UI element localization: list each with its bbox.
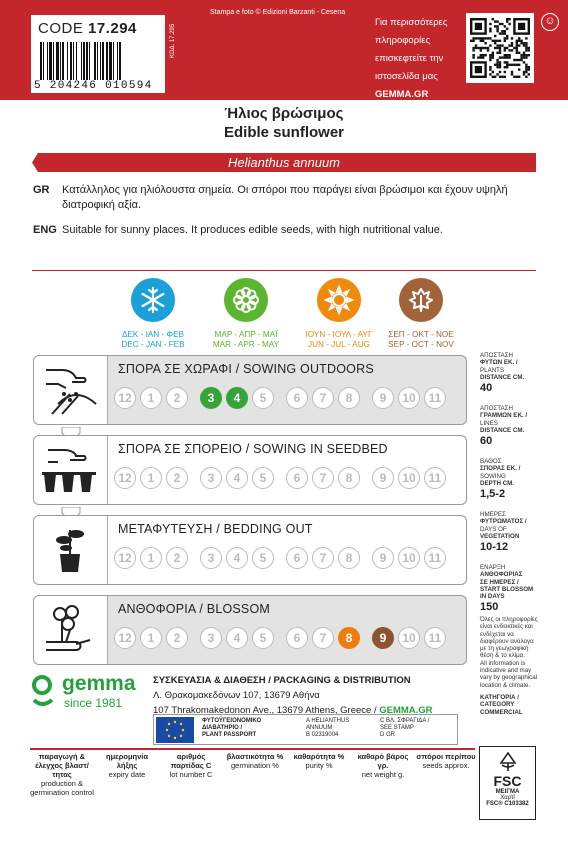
month-5: 5 — [252, 627, 274, 649]
month-2: 2 — [166, 547, 188, 569]
season-spring: ΜΑΡ - ΑΠΡ - ΜΑΪ MAR - APR - MAY — [202, 278, 290, 350]
month-9: 9 — [372, 387, 394, 409]
month-6: 6 — [286, 627, 308, 649]
row-title: ΣΠΟΡΑ ΣΕ ΣΠΟΡΕΙΟ / SOWING IN SEEDBED — [118, 442, 388, 456]
barcode-box — [31, 15, 165, 93]
season-summer: ΙΟΥΝ - ΙΟΥΛ - ΑΥΓ JUN - JUL - AUG — [295, 278, 383, 350]
fsc-tree-icon — [497, 751, 519, 773]
month-8: 8 — [338, 627, 360, 649]
seedbed-trays-icon — [42, 444, 100, 498]
eu-flag-icon — [156, 717, 194, 743]
month-3: 3 — [200, 387, 222, 409]
product-code: CODE 17.294 — [38, 20, 137, 37]
footer-germination: βλαστικότητα % germination % — [226, 752, 284, 770]
footer-production: παραγωγή & έλεγχος βλαστ/τητας production & germination control — [30, 752, 94, 797]
month-1: 1 — [140, 627, 162, 649]
distribution-info: ΣΥΣΚΕΥΑΣΙΑ & ΔΙΑΘΕΣΗ / PACKAGING & DISTRIBUTION Λ. Θρακομακεδόνων 107, 13679 Αθήνα 107 Thrakomakedonon Ave., 13679 Athens, Greece / GEMMA.GR — [153, 675, 433, 716]
side-disclaimer: Όλες οι πληροφορίες είναι ενδεικτικές και ενδέχεται να διαφέρουν ανάλογα με τη γεωγραφική θέση & το κλίμα. All information is indicative and may vary by geographical location & climate. ΚΑΤΗΓΟΡΙΑ / CATEGORY COMMERCIAL — [480, 616, 538, 716]
month-11: 11 — [424, 547, 446, 569]
side-blossom-days: ΕΝΑΡΞΗ ΑΝΘΟΦΟΡΙΑΣ ΣΕ ΗΜΕΡΕΣ / START BLOSSOM IN DAYS 150 — [480, 564, 534, 614]
month-1: 1 — [140, 387, 162, 409]
month-12: 12 — [114, 467, 136, 489]
row-blossom — [33, 595, 467, 665]
season-winter: ΔΕΚ - ΙΑΝ - ΦΕΒ DEC - JAN - FEB — [109, 278, 197, 350]
month-10: 10 — [398, 547, 420, 569]
footer-purity: καθαρότητα % purity % — [293, 752, 345, 770]
gemma-g-icon — [30, 674, 56, 710]
description-en: ENG Suitable for sunny places. It produces edible seeds, with high nutritional value. — [33, 224, 443, 236]
sun-icon — [317, 278, 361, 322]
side-sowing-depth: ΒΑΘΟΣ ΣΠΟΡΑΣ ΕΚ. / SOWING DEPTH CM. 1,5-2 — [480, 458, 521, 501]
month-4: 4 — [226, 467, 248, 489]
month-6: 6 — [286, 387, 308, 409]
month-12: 12 — [114, 627, 136, 649]
barcode-number: 5 204246 010594 — [34, 80, 153, 92]
sowing-hand-icon — [42, 364, 100, 418]
month-7: 7 — [312, 547, 334, 569]
side-plants-distance: ΑΠΟΣΤΑΣΗ ΦΥΤΩΝ ΕΚ. / PLANTS DISTANCE CM. 40 — [480, 352, 525, 395]
row-title: ΜΕΤΑΦΥΤΕΥΣΗ / BEDDING OUT — [118, 522, 313, 536]
month-9: 9 — [372, 547, 394, 569]
footer-seeds: σπόροι περίπου seeds approx. — [416, 752, 476, 770]
month-6: 6 — [286, 467, 308, 489]
accessibility-icon: ☺ — [541, 13, 559, 31]
month-5: 5 — [252, 467, 274, 489]
month-strip — [114, 627, 458, 653]
side-code: ΚΩΔ. 17.295 — [170, 23, 176, 58]
month-5: 5 — [252, 387, 274, 409]
row-title: ΑΝΘΟΦΟΡΙΑ / BLOSSOM — [118, 602, 271, 616]
website-info: Για περισσότερες πληροφορίες επισκεφτείτε την ιστοσελίδα μας GEMMA.GR — [375, 14, 467, 104]
side-vegetation-days: ΗΜΕΡΕΣ ΦΥΤΡΩΜΑΤΟΣ / DAYS OF VEGETATION 10-12 — [480, 511, 527, 554]
month-10: 10 — [398, 627, 420, 649]
divider — [32, 270, 536, 271]
month-11: 11 — [424, 467, 446, 489]
month-10: 10 — [398, 387, 420, 409]
row-bedding-out — [33, 515, 467, 585]
month-8: 8 — [338, 387, 360, 409]
month-7: 7 — [312, 387, 334, 409]
row-sowing-seedbed — [33, 435, 467, 505]
month-strip — [114, 467, 458, 493]
product-titles — [0, 104, 568, 142]
month-12: 12 — [114, 547, 136, 569]
month-5: 5 — [252, 547, 274, 569]
month-3: 3 — [200, 627, 222, 649]
title-greek: Ήλιος βρώσιμος — [224, 105, 344, 122]
footer-expiry: ημερομηνία λήξης expiry date — [106, 752, 148, 779]
title-english: Edible sunflower — [223, 124, 344, 141]
description-gr: GR Κατάλληλος για ηλιόλουστα σημεία. Οι σπόροι που παράγει είναι βρώσιμοι και έχουν υψηλή διατροφική αξία. — [33, 184, 508, 211]
barcode-icon — [40, 42, 160, 80]
month-4: 4 — [226, 547, 248, 569]
website-link[interactable]: GEMMA.GR — [379, 705, 433, 716]
month-10: 10 — [398, 467, 420, 489]
month-3: 3 — [200, 547, 222, 569]
website-link[interactable]: GEMMA.GR — [375, 89, 429, 100]
snowflake-icon — [131, 278, 175, 322]
qr-code-icon[interactable] — [466, 13, 534, 83]
month-7: 7 — [312, 627, 334, 649]
month-8: 8 — [338, 467, 360, 489]
month-6: 6 — [286, 547, 308, 569]
month-7: 7 — [312, 467, 334, 489]
month-2: 2 — [166, 387, 188, 409]
month-9: 9 — [372, 627, 394, 649]
month-1: 1 — [140, 467, 162, 489]
latin-name: Helianthus annuum — [227, 155, 341, 170]
month-9: 9 — [372, 467, 394, 489]
leaf-icon — [399, 278, 443, 322]
row-title: ΣΠΟΡΑ ΣΕ ΧΩΡΑΦΙ / SOWING OUTDOORS — [118, 362, 374, 376]
plant-passport: ΦΥΤΟΫΓΕΙΟΝΟΜΙΚΟ ΔΙΑΒΑΤΗΡΙΟ / PLANT PASSPORT A HELIANTHUS ANNUUM B 02319004 C ΒΛ. ΣΦΡΑΓΙΔΑ / SEE STAMP D GR — [153, 714, 458, 745]
row-sowing-outdoors — [33, 355, 467, 425]
flower-bouquet-icon — [42, 604, 100, 658]
flower-icon — [224, 278, 268, 322]
credits: Stampa e foto © Edizioni Barzanti - Cesena — [210, 9, 346, 16]
fsc-label: FSC ΜΕΙΓΜΑ Χαρτί FSC® C103382 — [479, 746, 536, 820]
footer-net-weight: καθαρό βάρος γρ. net weight g. — [357, 752, 409, 779]
month-strip — [114, 547, 458, 573]
header-band — [0, 0, 568, 100]
month-11: 11 — [424, 387, 446, 409]
month-4: 4 — [226, 627, 248, 649]
month-11: 11 — [424, 627, 446, 649]
month-4: 4 — [226, 387, 248, 409]
side-lines-distance: ΑΠΟΣΤΑΣΗ ΓΡΑΜΜΩΝ ΕΚ. / LINES DISTANCE CM. 60 — [480, 405, 528, 448]
footer-divider — [30, 748, 475, 750]
season-autumn: ΣΕΠ - ΟΚΤ - ΝΟΕ SEP - OCT - NOV — [377, 278, 465, 350]
month-strip — [114, 387, 458, 413]
footer-lot: αριθμός παρτίδας C lot number C — [169, 752, 213, 779]
month-12: 12 — [114, 387, 136, 409]
month-2: 2 — [166, 467, 188, 489]
month-3: 3 — [200, 467, 222, 489]
seedling-icon — [42, 524, 100, 578]
month-1: 1 — [140, 547, 162, 569]
month-8: 8 — [338, 547, 360, 569]
month-2: 2 — [166, 627, 188, 649]
